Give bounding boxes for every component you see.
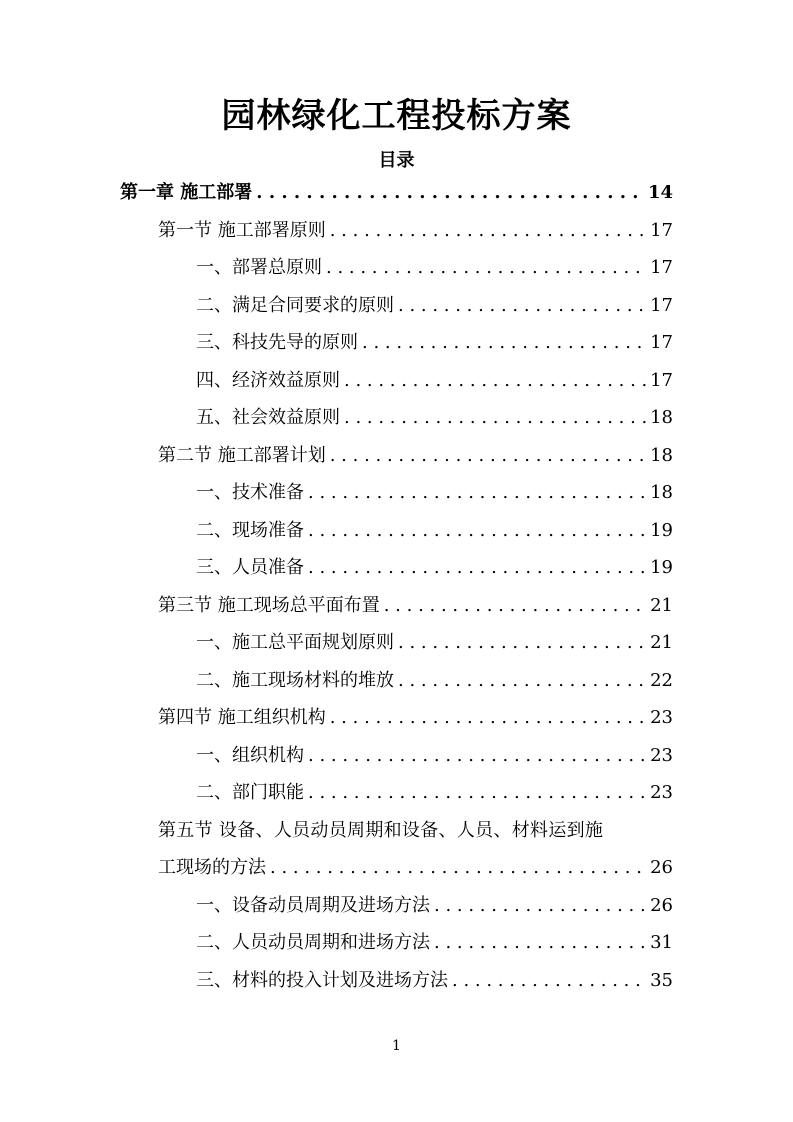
toc-entry-page: 19: [650, 519, 673, 541]
toc-entry-label: 第四节 施工组织机构: [158, 707, 326, 728]
toc-leader-dots: [326, 249, 646, 287]
toc-entry-page: 23: [650, 782, 673, 803]
toc-leader-dots: [434, 924, 646, 962]
toc-leader-dots: [308, 512, 646, 550]
toc-leader-dots: [398, 287, 646, 325]
toc-entry-label: 二、施工现场材料的堆放: [196, 669, 394, 691]
toc-entry-page: 17: [650, 294, 673, 316]
toc-entry-label: 一、施工总平面规划原则: [196, 632, 394, 653]
toc-leader-dots: [330, 437, 646, 475]
toc-entry[interactable]: [120, 474, 673, 512]
toc-leader-dots: [270, 849, 646, 887]
toc-leader-dots: [308, 774, 646, 812]
toc-leader-dots: [308, 474, 646, 512]
toc-entry-label: 二、人员动员周期和进场方法: [196, 932, 430, 953]
toc-leader-dots: [434, 887, 646, 925]
table-of-contents: [120, 174, 673, 999]
toc-entry-label: 一、技术准备: [196, 482, 304, 503]
toc-entry-page: 17: [650, 369, 673, 391]
toc-entry-label: 一、设备动员周期及进场方法: [196, 894, 430, 916]
document-title: 园林绿化工程投标方案: [221, 96, 572, 136]
toc-entry-label: 三、材料的投入计划及进场方法: [196, 969, 448, 991]
toc-entry-label: 第五节 设备、人员动员周期和设备、人员、材料运到施: [158, 819, 604, 841]
toc-entry-page: 17: [650, 219, 673, 241]
toc-entry-page: 14: [647, 182, 673, 203]
toc-entry[interactable]: [120, 962, 673, 1000]
toc-leader-dots: [398, 662, 646, 700]
toc-entry-page: 22: [650, 669, 673, 691]
toc-leader-dots: [330, 699, 646, 737]
toc-entry[interactable]: [120, 324, 673, 362]
toc-leader-dots: [344, 399, 646, 437]
toc-entry[interactable]: [120, 362, 673, 400]
toc-entry-continuation[interactable]: [120, 849, 673, 887]
toc-entry-page: 18: [650, 482, 673, 503]
toc-entry-label: 第一章 施工部署: [120, 182, 253, 203]
toc-entry[interactable]: [120, 774, 673, 812]
toc-leader-dots: [398, 624, 646, 662]
toc-entry[interactable]: [120, 737, 673, 775]
toc-entry-page: 26: [650, 857, 673, 878]
toc-leader-dots: [308, 549, 646, 587]
toc-entry-page: 23: [650, 744, 673, 766]
toc-entry-page: 18: [650, 407, 673, 428]
toc-entry-page: 21: [650, 632, 673, 653]
toc-entry[interactable]: [120, 624, 673, 662]
toc-entry-label: 一、组织机构: [196, 744, 304, 766]
toc-entry[interactable]: [120, 174, 673, 212]
toc-entry[interactable]: [120, 399, 673, 437]
toc-entry-page: 35: [650, 969, 673, 991]
toc-entry[interactable]: [120, 662, 673, 700]
toc-entry-label: 四、经济效益原则: [196, 369, 340, 391]
toc-entry[interactable]: [120, 287, 673, 325]
toc-heading: 目录: [378, 150, 415, 171]
toc-entry[interactable]: [120, 812, 673, 850]
toc-entry-label: 第一节 施工部署原则: [158, 219, 326, 241]
toc-entry[interactable]: [120, 587, 673, 625]
toc-entry-label: 三、人员准备: [196, 557, 304, 578]
toc-leader-dots: [362, 324, 646, 362]
toc-entry[interactable]: [120, 924, 673, 962]
toc-entry-label: 第二节 施工部署计划: [158, 444, 326, 466]
toc-entry[interactable]: [120, 249, 673, 287]
toc-leader-dots: [256, 174, 644, 212]
toc-entry[interactable]: [120, 512, 673, 550]
toc-entry[interactable]: [120, 437, 673, 475]
toc-leader-dots: [308, 737, 646, 775]
toc-entry-page: 19: [650, 557, 673, 578]
toc-entry[interactable]: [120, 549, 673, 587]
toc-entry-page: 31: [650, 932, 673, 953]
toc-entry-label: 工现场的方法: [158, 857, 266, 878]
toc-entry-page: 18: [650, 444, 673, 466]
toc-entry[interactable]: [120, 699, 673, 737]
toc-entry-label: 二、部门职能: [196, 782, 304, 803]
toc-entry[interactable]: [120, 212, 673, 250]
toc-entry-label: 一、部署总原则: [196, 257, 322, 278]
toc-leader-dots: [344, 362, 646, 400]
toc-leader-dots: [452, 962, 646, 1000]
toc-entry-label: 三、科技先导的原则: [196, 332, 358, 353]
toc-entry[interactable]: [120, 887, 673, 925]
toc-entry-label: 二、满足合同要求的原则: [196, 294, 394, 316]
toc-entry-page: 23: [650, 707, 673, 728]
toc-leader-dots: [330, 212, 646, 250]
toc-entry-page: 17: [650, 332, 673, 353]
toc-entry-page: 21: [650, 594, 673, 616]
toc-leader-dots: [384, 587, 646, 625]
toc-entry-label: 五、社会效益原则: [196, 407, 340, 428]
toc-entry-label: 二、现场准备: [196, 519, 304, 541]
page-number: 1: [392, 1038, 401, 1054]
toc-entry-page: 17: [650, 257, 673, 278]
toc-entry-label: 第三节 施工现场总平面布置: [158, 594, 380, 616]
toc-entry-page: 26: [650, 894, 673, 916]
